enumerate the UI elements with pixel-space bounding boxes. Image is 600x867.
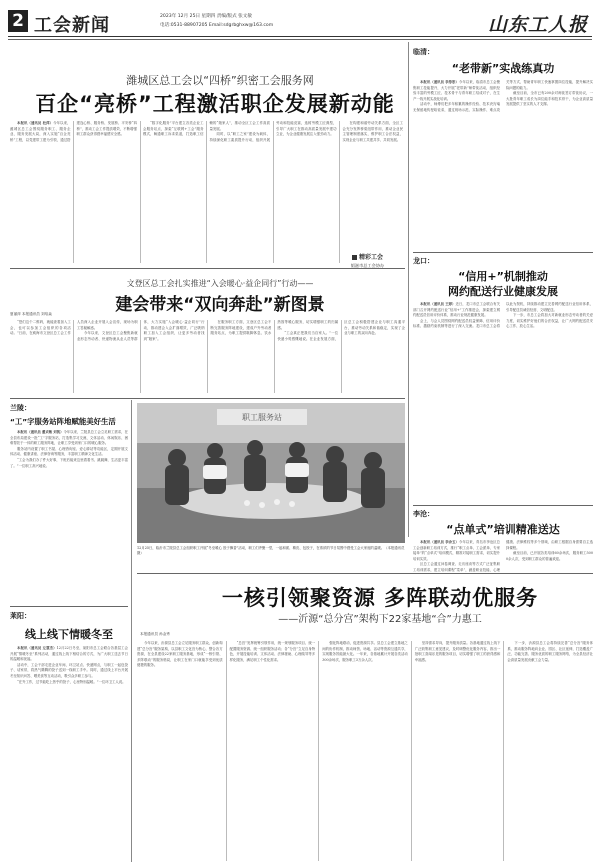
left1-headline: “工”字服务站阵地赋能美好生活 <box>10 417 116 426</box>
bottom-headline: 一核引领聚资源 多阵联动优服务 <box>221 586 539 610</box>
left2-headline: 线上线下情暖冬至 <box>25 628 113 641</box>
column-divider <box>408 42 409 537</box>
box-sub: 韬滋市总工会协办 <box>350 263 385 268</box>
right1-article: 本报讯（通讯员 李彤彤）今年以来，临清市总工会聚焦职工技能提升，大力开展“老带新”师带徒活动，组织经验丰富的劳模工匠、技术骨干与青年职工结成对子，在生产一线开展实战化培训。 活动中，师傅们把多年积累的操作经验、技术诀窍毫无保留地传授给徒弟，通过现场示范、实际操作、难点攻关等方式，帮助青年职工快速掌握岗位技能，提升解决实际问题的能力。 截至目前，全市已有200余对师徒签订带徒协议，一大批青年职工成长为岗位能手和技术骨干，为企业高质量发展提供了坚实的人才支撑。 <box>413 80 593 112</box>
second-separator <box>10 398 405 399</box>
bottom-subhead: ——沂源“总分宫”架构下22家基地“合”力惠工 <box>278 614 482 625</box>
right1-separator <box>413 252 593 253</box>
phone-line: 电话:0531-88907205 Email:sdgrbghxw@163.com <box>160 23 274 28</box>
left2-byline: 本报讯（通讯员 左慧杰） <box>17 646 57 650</box>
box-label: 精彩工会 <box>330 252 405 261</box>
news-photo <box>137 403 405 543</box>
lead-headline: 百企“亮桥”工程激活职企发展新动能 <box>35 92 395 116</box>
right2-byline: 本报讯（通讯员 王婷） <box>420 302 456 306</box>
second-byline: 夏丽萍 本报通讯员 刘培焱 <box>10 312 52 316</box>
right3-byline: 本报讯（通讯员 李余玉） <box>420 540 459 544</box>
date-line: 2023年 12月 25日 星期四 责编/版式 张文敏 <box>160 14 252 19</box>
section-title: 工会新闻 <box>34 15 110 36</box>
right3-headline: “点单式”培训精准送达 <box>446 523 560 536</box>
left-column-divider <box>131 400 132 862</box>
right2-headline-2: 网约配送行业健康发展 <box>448 285 558 298</box>
lead-byline: 本报讯（通讯员 杜萍） <box>17 121 54 125</box>
photo-caption: 12月25日，临沂市兰陵县总工会组织职工开展“冬至暖心 饺子飘香”活动，职工们齐聚一堂，一起和面、擀皮、包饺子，在浓浓的节日氛围中感受工会大家庭的温暖。（本报通讯员 摄） <box>137 546 405 555</box>
lead-box-logo <box>330 252 405 269</box>
lead-kicker: 潍城区总工会以“四桥”织密工会服务网 <box>126 74 314 87</box>
right1-headline: “老带新”实战练真功 <box>451 62 555 75</box>
lead-separator <box>10 268 405 269</box>
left1-article: 本报讯（通讯员 董贞敏 刘凯）今年以来，兰陵县总工会立足职工需求，在全县布局建设一批“工”字服务站，打造集学习交流、文体活动、休闲娱乐、困难帮扶于一体的职工服务阵地，让职工享受到家门口的暖心服务。 服务站内设置了职工书屋、心理咨询室、爱心驿站等功能区，定期开展文体活动、健康讲座、法律咨询等服务，丰富职工精神文化生活。 “工会为我们办了件大好事，下班后能来这里看看书、跳跳舞，生活更丰富了。”一位职工高兴地说。 <box>10 430 128 468</box>
photo-credit: （本报通讯员 摄） <box>137 546 405 555</box>
lead-article: 本报讯（通讯员 杜萍）今年以来，潍城区总工会围绕服务职工、服务企业、服务发展大局，深入实施“百企亮桥”工程，以党建带工建为引领，通过搭建连心桥、服务桥、发展桥、平安桥“四桥”，推动工会工作提质增效，不断增强职工群众获得感幸福感安全感。 “数字化服务”平台建立各类企业工会服务站点，探索“互联网+工会”服务模式，畅通职工诉求渠道，打造职工信赖的“娘家人”，推动全区工会工作高质量发展。 同时，以“职工之家”建设为载体，持续深化职工素质提升行动，组织开展劳动和技能竞赛，选树劳模工匠典型，引导广大职工在推动高质量发展中建功立业，为企业健康发展注入强劲动力。 在构建和谐劳动关系方面，全区工会充分发挥桥梁纽带作用，推动企业民主管理制度落实，维护职工合法权益，实现企业与职工共建共享、共同发展。 <box>10 121 403 142</box>
right3-tag: 李沧： <box>413 510 434 518</box>
right1-byline: 本报讯（通讯员 李彤彤） <box>420 80 459 84</box>
left2-article: 本报讯（通讯员 左慧杰）12月22日冬至，莱阳市总工会联合各基层工会开展“情暖冬至”系列活动，通过线上线下相结合的方式，为广大职工送去节日的温暖和祝福。 活动中，工会干部走进企业车间、环卫站点、快递网点，与职工一起包饺子、话家常，将热气腾腾的饺子送到一线职工手中。同时，通过线上平台开展冬至知识问答、晒美食等互动活动，吸引众多职工参与。 “在外工作，过节能吃上热乎的饺子，心里特别温暖。”一位环卫工人说。 <box>10 646 128 684</box>
photo-scene <box>137 403 405 543</box>
left2-tag: 莱阳： <box>10 612 31 620</box>
second-kicker: 文登区总工会扎实推进“入会暖心·益企同行”行动—— <box>126 279 314 288</box>
left1-byline: 本报讯（通讯员 董贞敏 刘凯） <box>17 430 64 434</box>
second-headline: 建会带来“双向奔赴”新图景 <box>115 295 325 315</box>
right2-article: 本报讯（通讯员 王婷）近日，龙口市总工会联合有关部门召开网约配送行业“信用+”工作推进会，探索建立网约配送员信用评价体系，推动行业规范健康发展。 会上，与会人员围绕网约配送员权益保障、信用评价标准、激励约束机制等进行了深入交流。龙口市总工会将以此为契机，持续推动建立完善网约配送行业信用体系，引导配送员诚信经营、文明配送。 下一步，市总工会将加大对新就业形态劳动者的关爱力度，切实维护好他们的合法权益，让广大网约配送员安心工作、放心生活。 <box>413 302 593 329</box>
masthead-rule-thin <box>8 39 592 40</box>
right2-tag: 龙口： <box>413 257 434 265</box>
bottom-byline: 本报通讯员 孙金秀 <box>140 632 170 636</box>
left1-separator <box>10 606 128 607</box>
bottom-article: 今年以来，沂源县总工会立足服务职工群众，创新构建“总分宫”服务架构，以县职工文化宫为核心，整合各方资源，在全县建设22家职工服务基地，形成“一核引领、多阵联动”的服务格局，让职工在家门口就能享受到优质便捷的服务。 “总宫”发挥统筹引领作用，统一规划服务项目、统一配置服务资源、统一组织服务活动；各“分宫”立足自身特色，开展技能培训、文体活动、法律援助、心理疏导等多样化服务，满足职工个性化需求。 强化阵地联动，促进资源共享。县总工会建立基地之间的协作机制，推动师资、场地、活动等资源互通共享，实现服务效能最大化。一年来，各基地累计开展各类活动300余场次，服务职工3万余人次。 坚持需求导向，提升服务质量。各基地通过线上线下广泛收集职工意见建议，及时调整优化服务内容，推出一批职工喜闻乐见的服务项目，切实增强了职工的获得感和幸福感。 下一步，沂源县总工会将持续完善“总分宫”服务体系，推动服务阵地向企业、园区、社区延伸，打造覆盖广泛、功能完善、服务优质的职工服务网络，为全县经济社会高质量发展贡献工会力量。 <box>137 641 593 668</box>
right3-article: 本报讯（通讯员 李余玉）今年以来，青岛市李沧区总工会创新职工培训方式，推行“职工点单、工会派单、专家接单”的“点单式”培训模式，精准对接职工需求，切实提升培训实效。 区总工会通过问卷调查、走访座谈等方式广泛征集职工培训需求，建立培训课程“菜单”，涵盖职业技能、心理健康、法律维权等多个领域，由职工根据自身需要自主选择课程。 截至目前，已开展各类培训60余场次，服务职工5000余人次，受到职工群众的普遍欢迎。 <box>413 540 593 572</box>
photo-sign: 职工服务站 <box>242 413 282 422</box>
masthead-rule <box>8 36 592 37</box>
right2-separator <box>413 505 593 506</box>
paper-name: 山东工人报 <box>487 14 588 36</box>
right1-tag: 临清： <box>413 48 434 56</box>
bottom-separator <box>137 573 593 574</box>
page-number-badge: 2 <box>8 10 28 32</box>
second-article: “您们这个二维码，就能查看加入工会，也可以参加工会组织的各项活动。”日前，在威海市文登区总工会工作人员深入企业开展入会宣传，现场为职工答疑解惑。 今年以来，文登区总工会聚焦新就业形态劳动者、快递物流从业人员等群体，大力实施“入会暖心·益企同行”行动，推动建会入会扩面增效，广泛吸纳职工加入工会组织，让更多劳动者找到“娘家”。 在服务职工方面，文登区总工会不断完善服务阵地建设，建成户外劳动者服务站点，为职工提供歇脚休息、饮水热饭等暖心服务，切实增强职工的归属感。 “工会真正把我们当自家人。”一位快递小哥感慨地说。在企业发展方面，区总工会积极搭建企业与职工沟通平台，推动劳动关系和谐稳定，实现了企业与职工的双向奔赴。 <box>10 320 405 341</box>
left1-tag: 兰陵： <box>10 404 31 412</box>
right2-headline-1: “信用+”机制推动 <box>458 270 548 283</box>
